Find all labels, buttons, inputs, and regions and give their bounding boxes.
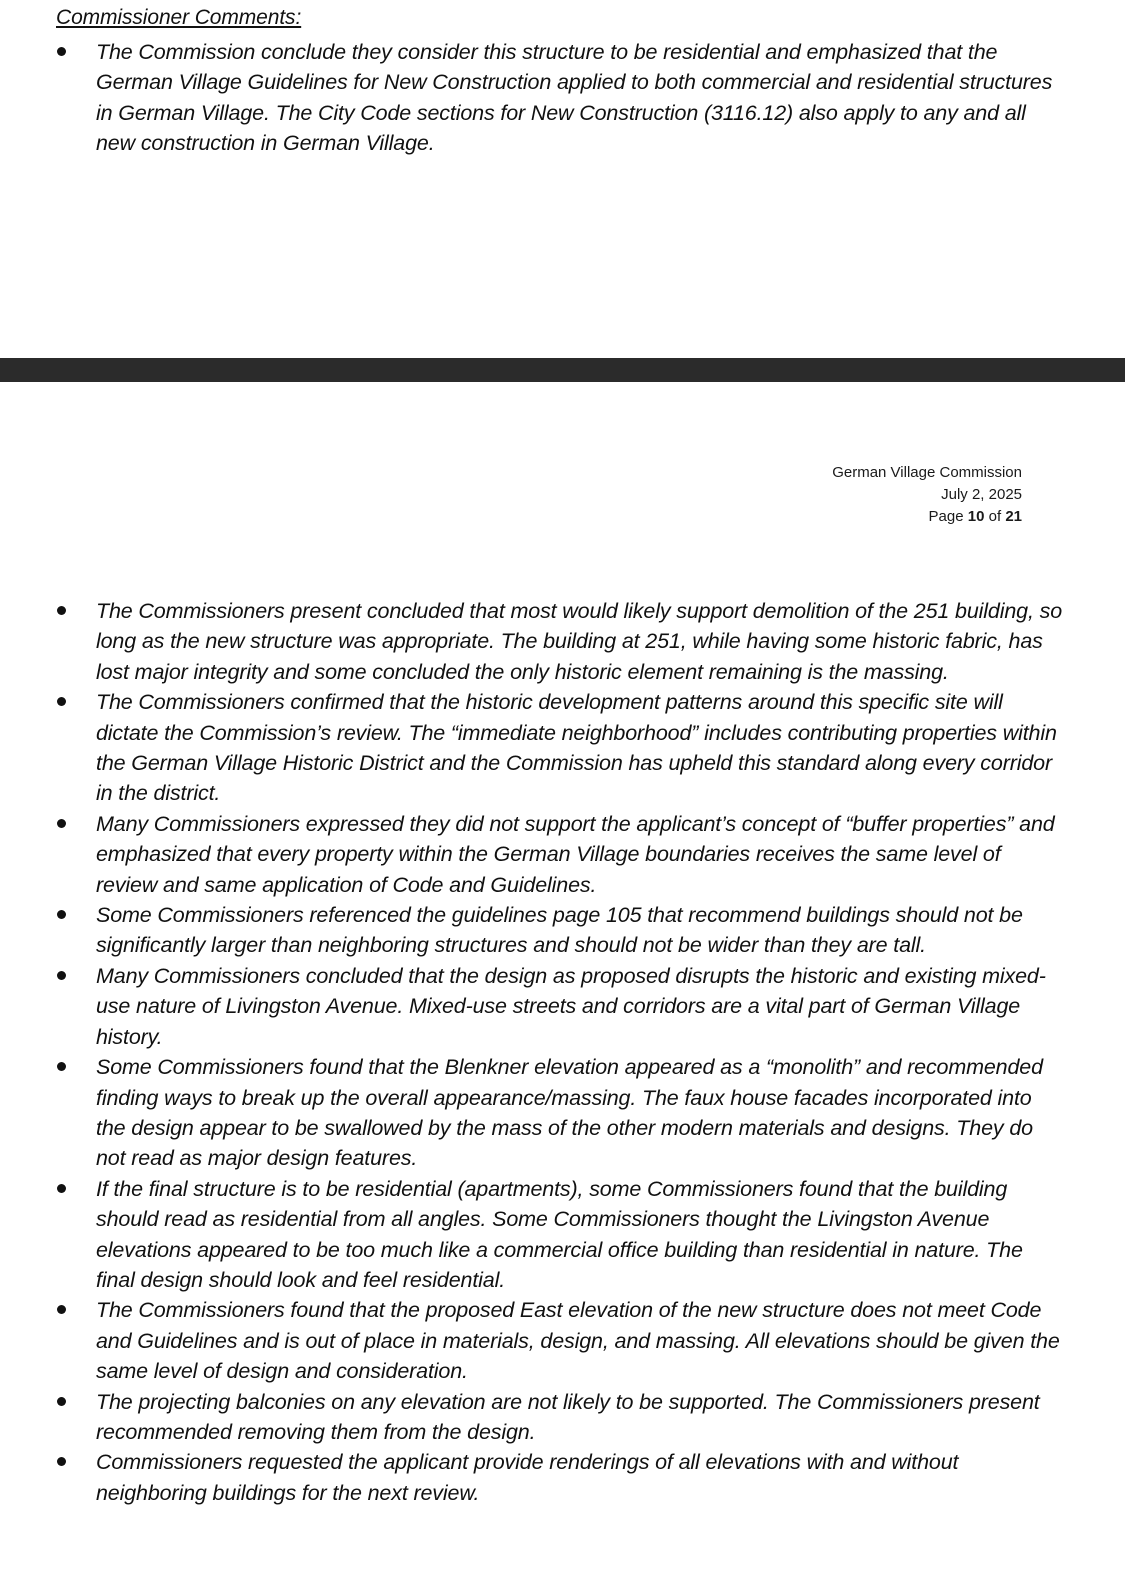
bullet-icon: [57, 1062, 66, 1071]
bullet-icon: [57, 697, 66, 706]
document-page-top: [0, 0, 1125, 358]
page-total: 21: [1005, 508, 1022, 525]
bullet-text: If the final structure is to be residential (apartments), some Commissioners found that the building should read as residential from all angles. Some Commissioners thought the Livingston Avenue elevations appeared to be too much like a commercial office building than residential in nature. The final design should look and feel residential.: [96, 1176, 1023, 1292]
page-separator: [0, 358, 1125, 382]
page-header: [832, 462, 1022, 528]
list-item: [0, 1174, 1125, 1296]
header-page-number: [832, 506, 1022, 528]
bullet-text: Many Commissioners expressed they did not support the applicant’s concept of “buffer properties” and emphasized that every property within the German Village boundaries receives the same level of review and same application of Code and Guidelines.: [96, 811, 1055, 897]
bullet-text: The Commissioners confirmed that the historic development patterns around this specific site will dictate the Commission’s review. The “immediate neighborhood” includes contributing properties within the German Village Historic District and the Commission has upheld this standard along every corridor in the district.: [96, 690, 1057, 806]
bullet-icon: [57, 1305, 66, 1314]
list-item: [0, 809, 1125, 900]
bullet-text: The Commissioners present concluded that most would likely support demolition of the 251 building, so long as the new structure was appropriate. The building at 251, while having some historic fabric, has lost major integrity and some concluded the only historic element remaining is the massing.: [96, 599, 1063, 684]
bullet-list-top: [0, 37, 1125, 159]
bullet-text: The projecting balconies on any elevation are not likely to be supported. The Commissioners present recommended removing them from the design.: [96, 1389, 1040, 1444]
bullet-text: Some Commissioners referenced the guidelines page 105 that recommend buildings should not be significantly larger than neighboring structures and should not be wider than they are tall.: [96, 903, 1023, 958]
bullet-text: Many Commissioners concluded that the design as proposed disrupts the historic and existing mixed-use nature of Livingston Avenue. Mixed-use streets and corridors are a vital part of German Village history.: [96, 963, 1046, 1049]
bullet-icon: [57, 1397, 66, 1406]
bullet-icon: [57, 971, 66, 980]
page-number: 10: [967, 508, 985, 525]
bullet-list-bottom: [0, 596, 1125, 1508]
list-item: [0, 687, 1125, 809]
list-item: [0, 1295, 1125, 1386]
bullet-text: The Commission conclude they consider this structure to be residential and emphasized that the German Village Guidelines for New Construction applied to both commercial and residential structures in German Village. The City Code sections for New Construction (3116.12) also apply to any and all new construction in German Village.: [96, 40, 1053, 156]
list-item: [0, 1387, 1125, 1448]
bullet-text: Some Commissioners found that the Blenkner elevation appeared as a “monolith” and recommended finding ways to break up the overall appearance/massing. The faux house facades incorporated into the design appear to be swallowed by the mass of the other modern materials and designs. They do not read as major design features.: [96, 1055, 1043, 1171]
list-item: [0, 1052, 1125, 1174]
bullet-icon: [57, 47, 66, 56]
bullet-text: The Commissioners found that the proposed East elevation of the new structure does not meet Code and Guidelines and is out of place in materials, design, and massing. All elevations should be given the same level of design and consideration.: [96, 1298, 1060, 1384]
list-item: [0, 961, 1125, 1052]
list-item: [0, 37, 1125, 159]
bullet-icon: [57, 819, 66, 828]
document-page-bottom: [0, 382, 1125, 1585]
list-item: [0, 596, 1125, 687]
header-organization: German Village Commission: [832, 464, 1022, 481]
bullet-icon: [57, 1184, 66, 1193]
list-item: [0, 900, 1125, 961]
bullet-text: Commissioners requested the applicant provide renderings of all elevations with and without neighboring buildings for the next review.: [96, 1450, 959, 1505]
bullet-icon: [57, 910, 66, 919]
of-word: of: [988, 508, 1002, 525]
section-heading: Commissioner Comments:: [56, 6, 302, 29]
list-item: [0, 1447, 1125, 1508]
bullet-icon: [57, 606, 66, 615]
page-word: Page: [928, 508, 964, 525]
bullet-icon: [57, 1457, 66, 1466]
header-date: July 2, 2025: [941, 486, 1022, 503]
